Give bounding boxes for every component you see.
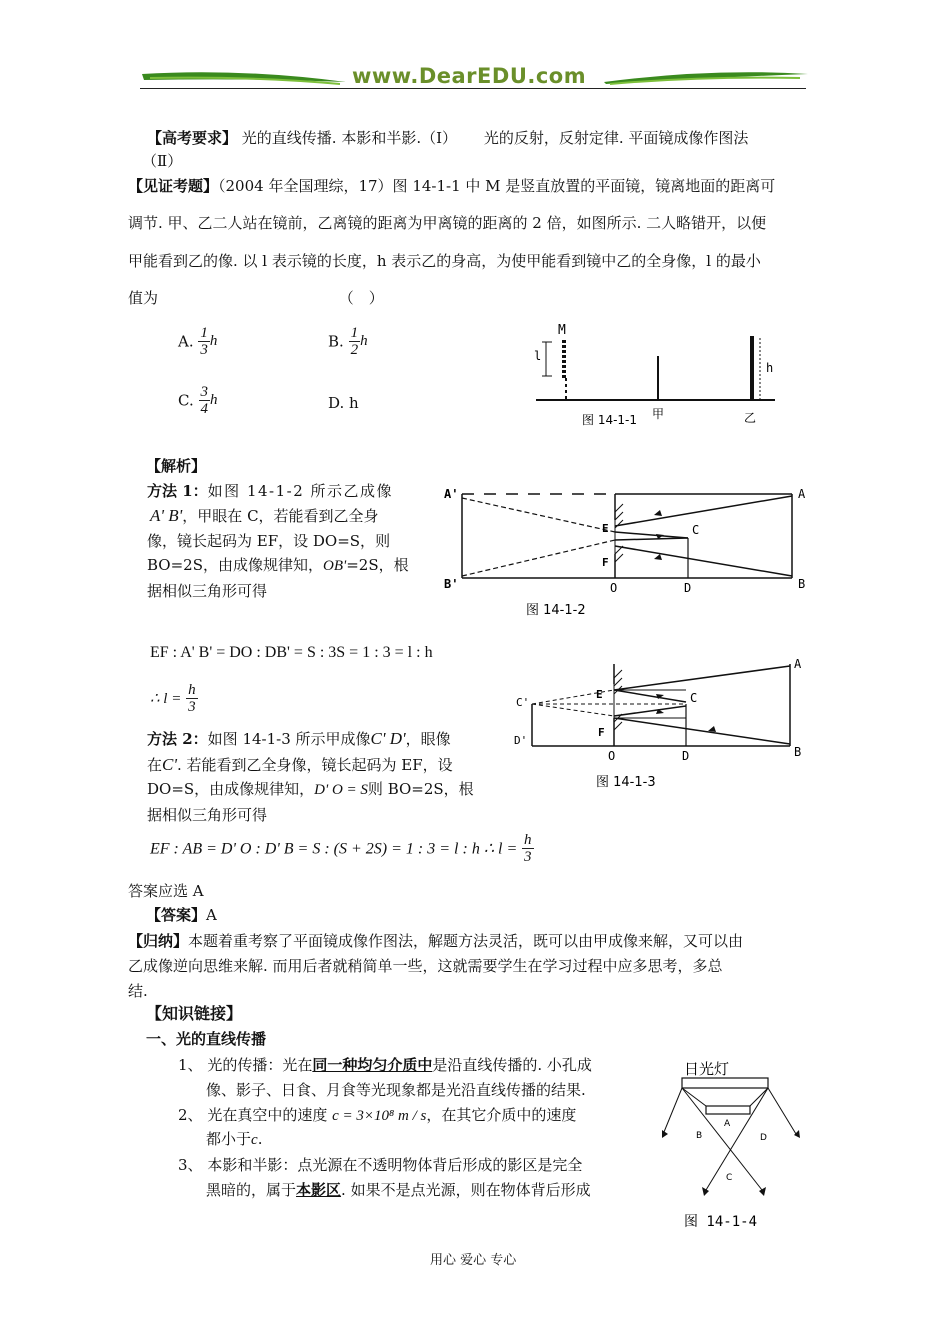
fig2-label-e: E <box>602 522 609 535</box>
requirement-line <box>147 127 748 149</box>
option-a-fraction <box>198 325 210 358</box>
fig4-ray-right-outer <box>768 1088 796 1134</box>
item-2-text-d: . <box>257 1130 263 1148</box>
fig2-ray-b-f <box>615 546 792 576</box>
question-line1 <box>128 175 775 197</box>
fig2-label-a1: A' <box>444 487 459 501</box>
fig2-ray-f-c <box>615 538 688 540</box>
method1-text1: 如图 14-1-2 所示乙成像 <box>207 482 394 500</box>
answer-label: 【答案】 <box>146 906 207 924</box>
method2-cd: C' D' <box>370 729 406 748</box>
option-b <box>328 325 368 358</box>
fig3-label-c: C <box>690 691 698 705</box>
method2-line2 <box>147 754 453 776</box>
option-b-label: B. <box>328 332 344 351</box>
fig4-label-a: A <box>724 1119 731 1129</box>
requirement-text3: （Ⅱ） <box>142 152 183 170</box>
summary-label: 【归纳】 <box>128 932 189 950</box>
fig2-label-o: O <box>610 581 618 595</box>
fig3-label-d1: D' <box>514 734 528 747</box>
fig2-label-b1: B' <box>444 577 459 591</box>
option-b-var: h <box>360 333 368 349</box>
fig2-ray-a1-e <box>462 498 615 532</box>
fig4-title: 日光灯 <box>684 1060 730 1078</box>
item-3-line1 <box>178 1154 582 1176</box>
header-swoosh-right <box>600 66 810 88</box>
option-d-text: h <box>349 394 359 412</box>
method1-text4a: BO=2S，由成像规律知， <box>147 556 323 574</box>
item-2-text-a: 光在真空中的速度 <box>207 1106 328 1124</box>
method1-text2: ，甲眼在 C，若能看到乙全身 <box>182 507 379 525</box>
fig4-ray-1 <box>706 1088 768 1190</box>
equation-2 <box>150 682 198 715</box>
item-3-text-a: 本影和半影：点光源在不透明物体背后形成的影区是完全 <box>207 1156 583 1174</box>
fig3-label-a: A <box>794 657 802 671</box>
method2-line4: 据相似三角形可得 <box>147 806 268 824</box>
fig3-ray-b-f <box>614 718 790 744</box>
requirement-text1: 光的直线传播. 本影和半影.（Ⅰ） <box>241 129 458 147</box>
requirement-label: 【高考要求】 <box>147 129 238 147</box>
option-c-den: 4 <box>200 401 208 417</box>
fig4-ray-left-outer <box>664 1088 682 1132</box>
question-line2: 调节. 甲、乙二人站在镜前，乙离镜的距离为甲离镜的距离的 2 倍，如图所示. 二人略错开，以便 <box>128 214 767 232</box>
method2-do: D' O = S <box>314 782 368 798</box>
method2-text3a: DO=S，由成像规律知， <box>147 780 315 798</box>
item-3-text-c: . 如果不是点光源，则在物体背后形成 <box>341 1181 591 1199</box>
item-1-text-b: 是沿直线传播的. 小孔成 <box>432 1056 592 1074</box>
header-swoosh-left <box>140 66 350 88</box>
fig1-yi: 乙 <box>744 411 757 425</box>
section-1-title: 一、光的直线传播 <box>146 1030 267 1048</box>
fig4-lamp <box>682 1078 768 1088</box>
fig2-label-b: B <box>798 577 806 591</box>
fig2-label-a: A <box>798 487 806 501</box>
item-2-equation: c = 3×10⁸ m / s <box>332 1108 427 1124</box>
method2-line1 <box>147 728 451 750</box>
method1-text4b: =2S，根 <box>346 556 409 574</box>
item-2-text-b: ，在其它介质中的速度 <box>426 1106 577 1124</box>
equation-3 <box>150 832 534 865</box>
fig3-caption: 图 14-1-3 <box>596 775 656 790</box>
equation-3-fraction <box>522 832 534 865</box>
fig3-ray-a-e <box>614 666 790 690</box>
page-header <box>140 62 810 94</box>
option-a-den: 3 <box>200 342 208 358</box>
method2-text3b: 则 BO=2S，根 <box>367 780 474 798</box>
final-answer-line: 答案应选 A <box>128 882 204 900</box>
method1-line2 <box>150 505 379 527</box>
item-2-var: c <box>251 1132 258 1148</box>
fig3-label-c1: C' <box>516 696 530 709</box>
answer-value: A <box>206 906 217 924</box>
summary-text1: 本题着重考察了平面镜成像作图法，解题方法灵活，既可以由甲成像来解，又可以由 <box>188 932 744 950</box>
site-logo: www.DearEDU.com <box>352 64 587 88</box>
answer-paren: （ ） <box>338 289 384 307</box>
method2-line3 <box>147 778 474 801</box>
option-c-var: h <box>210 392 218 408</box>
item-2-num: 2、 <box>178 1106 203 1124</box>
fig4-caption: 图 14-1-4 <box>684 1214 758 1230</box>
fig1-label-l: l <box>534 349 542 363</box>
option-b-fraction <box>349 325 361 358</box>
option-a-label: A. <box>178 332 194 351</box>
question-label: 【见证考题】 <box>128 177 219 195</box>
option-c <box>178 384 218 417</box>
fig2-label-f: F <box>602 556 609 569</box>
fig1-caption: 图 14-1-1 <box>582 413 638 427</box>
equation-2-pre: ∴ l = <box>150 691 182 707</box>
equation-2-num: h <box>188 682 196 698</box>
equation-1: EF : A' B' = DO : DB' = S : 3S = 1 : 3 = l : h <box>150 644 433 661</box>
fig3-label-b: B <box>794 745 802 759</box>
fig2-label-c: C <box>692 523 700 537</box>
item-2-line2 <box>206 1128 262 1151</box>
fig4-object <box>706 1106 750 1114</box>
fig2-ray-b1-f <box>462 540 615 576</box>
method2-c: C' <box>162 755 177 774</box>
item-1-line2: 像、影子、日食、月食等光现象都是光沿直线传播的结果. <box>206 1081 586 1099</box>
method1-line4 <box>147 554 409 577</box>
option-b-den: 2 <box>350 342 359 358</box>
fig3-label-f: F <box>598 726 605 739</box>
method1-line5: 据相似三角形可得 <box>147 582 268 600</box>
option-a-num: 1 <box>200 325 208 341</box>
item-1-line1 <box>178 1054 592 1076</box>
fig1-label-h: h <box>766 361 774 375</box>
item-3-line2 <box>206 1179 591 1201</box>
item-1-text-a: 光的传播：光在 <box>207 1056 313 1074</box>
fig3-label-d: D <box>682 749 690 763</box>
question-line3: 甲能看到乙的像. 以 l 表示镜的长度，h 表示乙的身高，为使甲能看到镜中乙的全身像，l 的最小 <box>128 252 761 270</box>
analysis-label: 【解析】 <box>146 457 207 475</box>
fig4-label-c: C <box>726 1173 733 1183</box>
method2-text2b: . 若能看到乙全身像，镜长起码为 EF，设 <box>177 756 453 774</box>
equation-3-num: h <box>524 832 532 848</box>
knowledge-label: 【知识链接】 <box>146 1004 243 1023</box>
question-line4 <box>128 287 384 309</box>
option-c-num: 3 <box>200 384 208 400</box>
method2-text1: 如图 14-1-3 所示甲成像 <box>207 730 371 748</box>
option-b-num: 1 <box>350 325 359 341</box>
figure-14-1-2 <box>440 482 820 622</box>
method1-line3: 像，镜长起码为 EF，设 DO=S，则 <box>147 532 391 550</box>
figure-14-1-3 <box>510 656 810 796</box>
method1-ab: A' B' <box>150 506 183 525</box>
option-d <box>328 394 359 412</box>
requirement-line2 <box>142 150 182 172</box>
option-c-label: C. <box>178 391 194 410</box>
equation-2-fraction <box>186 682 198 715</box>
method2-text2a: 在 <box>147 756 163 774</box>
option-a-var: h <box>209 333 218 349</box>
summary-line3: 结. <box>128 982 148 1000</box>
header-rule <box>140 88 806 89</box>
fig3-label-e: E <box>596 688 603 701</box>
fig3-ray-f-c <box>614 706 686 716</box>
option-a <box>178 325 217 358</box>
method1-line1 <box>147 480 393 502</box>
summary-line2: 乙成像逆向思维来解. 而用后者就稍简单一些，这就需要学生在学习过程中应多思考，多总 <box>128 957 723 975</box>
fig3-label-o: O <box>608 749 616 763</box>
equation-3-text: EF : AB = D' O : D' B = S : (S + 2S) = 1 : 3 = l : h ∴ l = <box>150 840 518 858</box>
fig4-label-b: B <box>696 1131 703 1141</box>
item-3-num: 3、 <box>178 1156 203 1174</box>
figure-14-1-4 <box>660 1050 810 1240</box>
requirement-text2: 光的反射，反射定律. 平面镜成像作图法 <box>483 129 749 147</box>
item-1-underline: 同一种均匀介质中 <box>312 1056 433 1074</box>
question-text4: 值为 <box>128 289 159 307</box>
equation-2-den: 3 <box>188 699 196 715</box>
fig2-label-d: D <box>684 581 692 595</box>
method1-ob: OB' <box>323 558 347 574</box>
summary-line1 <box>128 930 743 952</box>
fig2-caption: 图 14-1-2 <box>526 603 586 618</box>
fig4-label-d: D <box>760 1133 767 1143</box>
answer-line <box>146 904 217 926</box>
equation-3-den: 3 <box>524 849 532 865</box>
method2-title: 方法 2： <box>147 730 208 748</box>
question-text1: （2004 年全国理综，17）图 14-1-1 中 M 是竖直放置的平面镜，镜离地面的距离可 <box>218 177 776 195</box>
fig1-jia: 甲 <box>652 407 665 421</box>
fig2-ray-e-c <box>615 532 688 538</box>
item-2-line1 <box>178 1104 576 1127</box>
fig2-ray-a-e <box>615 496 792 526</box>
figure-14-1-1 <box>530 320 790 432</box>
option-c-fraction <box>199 384 211 417</box>
fig1-label-m: M <box>558 323 566 338</box>
fig3-ray-c1-f <box>532 704 614 716</box>
page-footer: 用心 爱心 专心 <box>430 1253 517 1268</box>
method2-text1b: ，眼像 <box>405 730 451 748</box>
fig4-ray-2 <box>682 1088 762 1190</box>
item-3-text-b: 黑暗的，属于 <box>206 1181 297 1199</box>
item-1-num: 1、 <box>178 1056 203 1074</box>
item-3-underline: 本影区 <box>296 1181 342 1199</box>
option-d-label: D. <box>328 394 345 412</box>
fig3-ray-e-c <box>614 690 686 702</box>
method1-title: 方法 1： <box>147 482 208 500</box>
item-2-text-c: 都小于 <box>206 1130 252 1148</box>
